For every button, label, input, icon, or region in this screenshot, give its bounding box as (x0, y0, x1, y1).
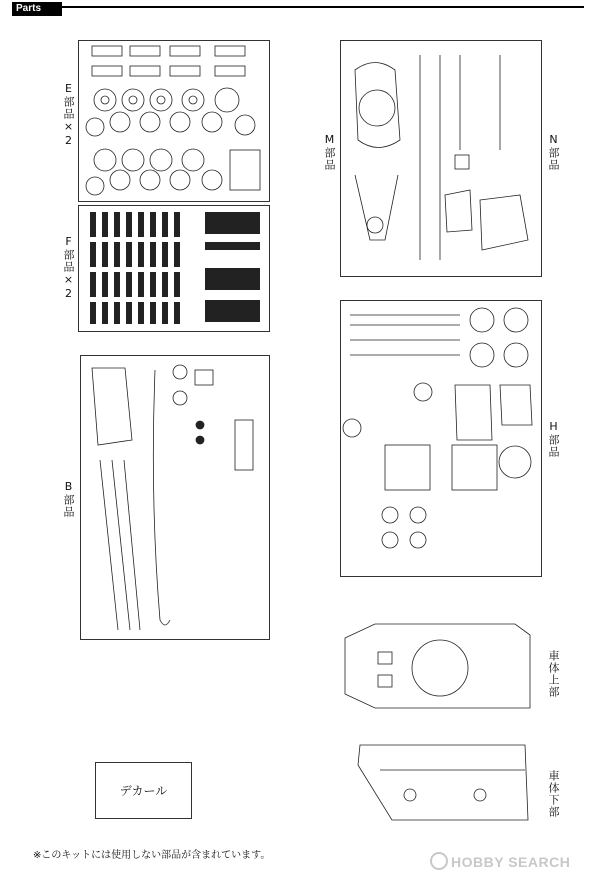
label-b-parts: B部品 (62, 480, 75, 518)
label-hull-lower: 車体下部 (547, 770, 560, 818)
page-title: Parts (12, 2, 62, 16)
watermark-text: HOBBY SEARCH (451, 854, 571, 870)
label-e-parts: E部品×2 (62, 82, 75, 148)
label-f-parts: F部品×2 (62, 235, 75, 301)
watermark (430, 852, 570, 870)
decal-label: デカール (119, 784, 168, 798)
label-m-parts: M部品 (323, 133, 336, 171)
decal-sheet (95, 762, 192, 819)
footnote: ※このキットには使用しない部品が含まれています。 (33, 850, 271, 861)
hobbysearch-logo-icon (430, 852, 448, 870)
label-n-parts: N部品 (547, 133, 560, 171)
label-hull-upper: 車体上部 (547, 650, 560, 698)
label-h-parts: H部品 (547, 420, 560, 458)
